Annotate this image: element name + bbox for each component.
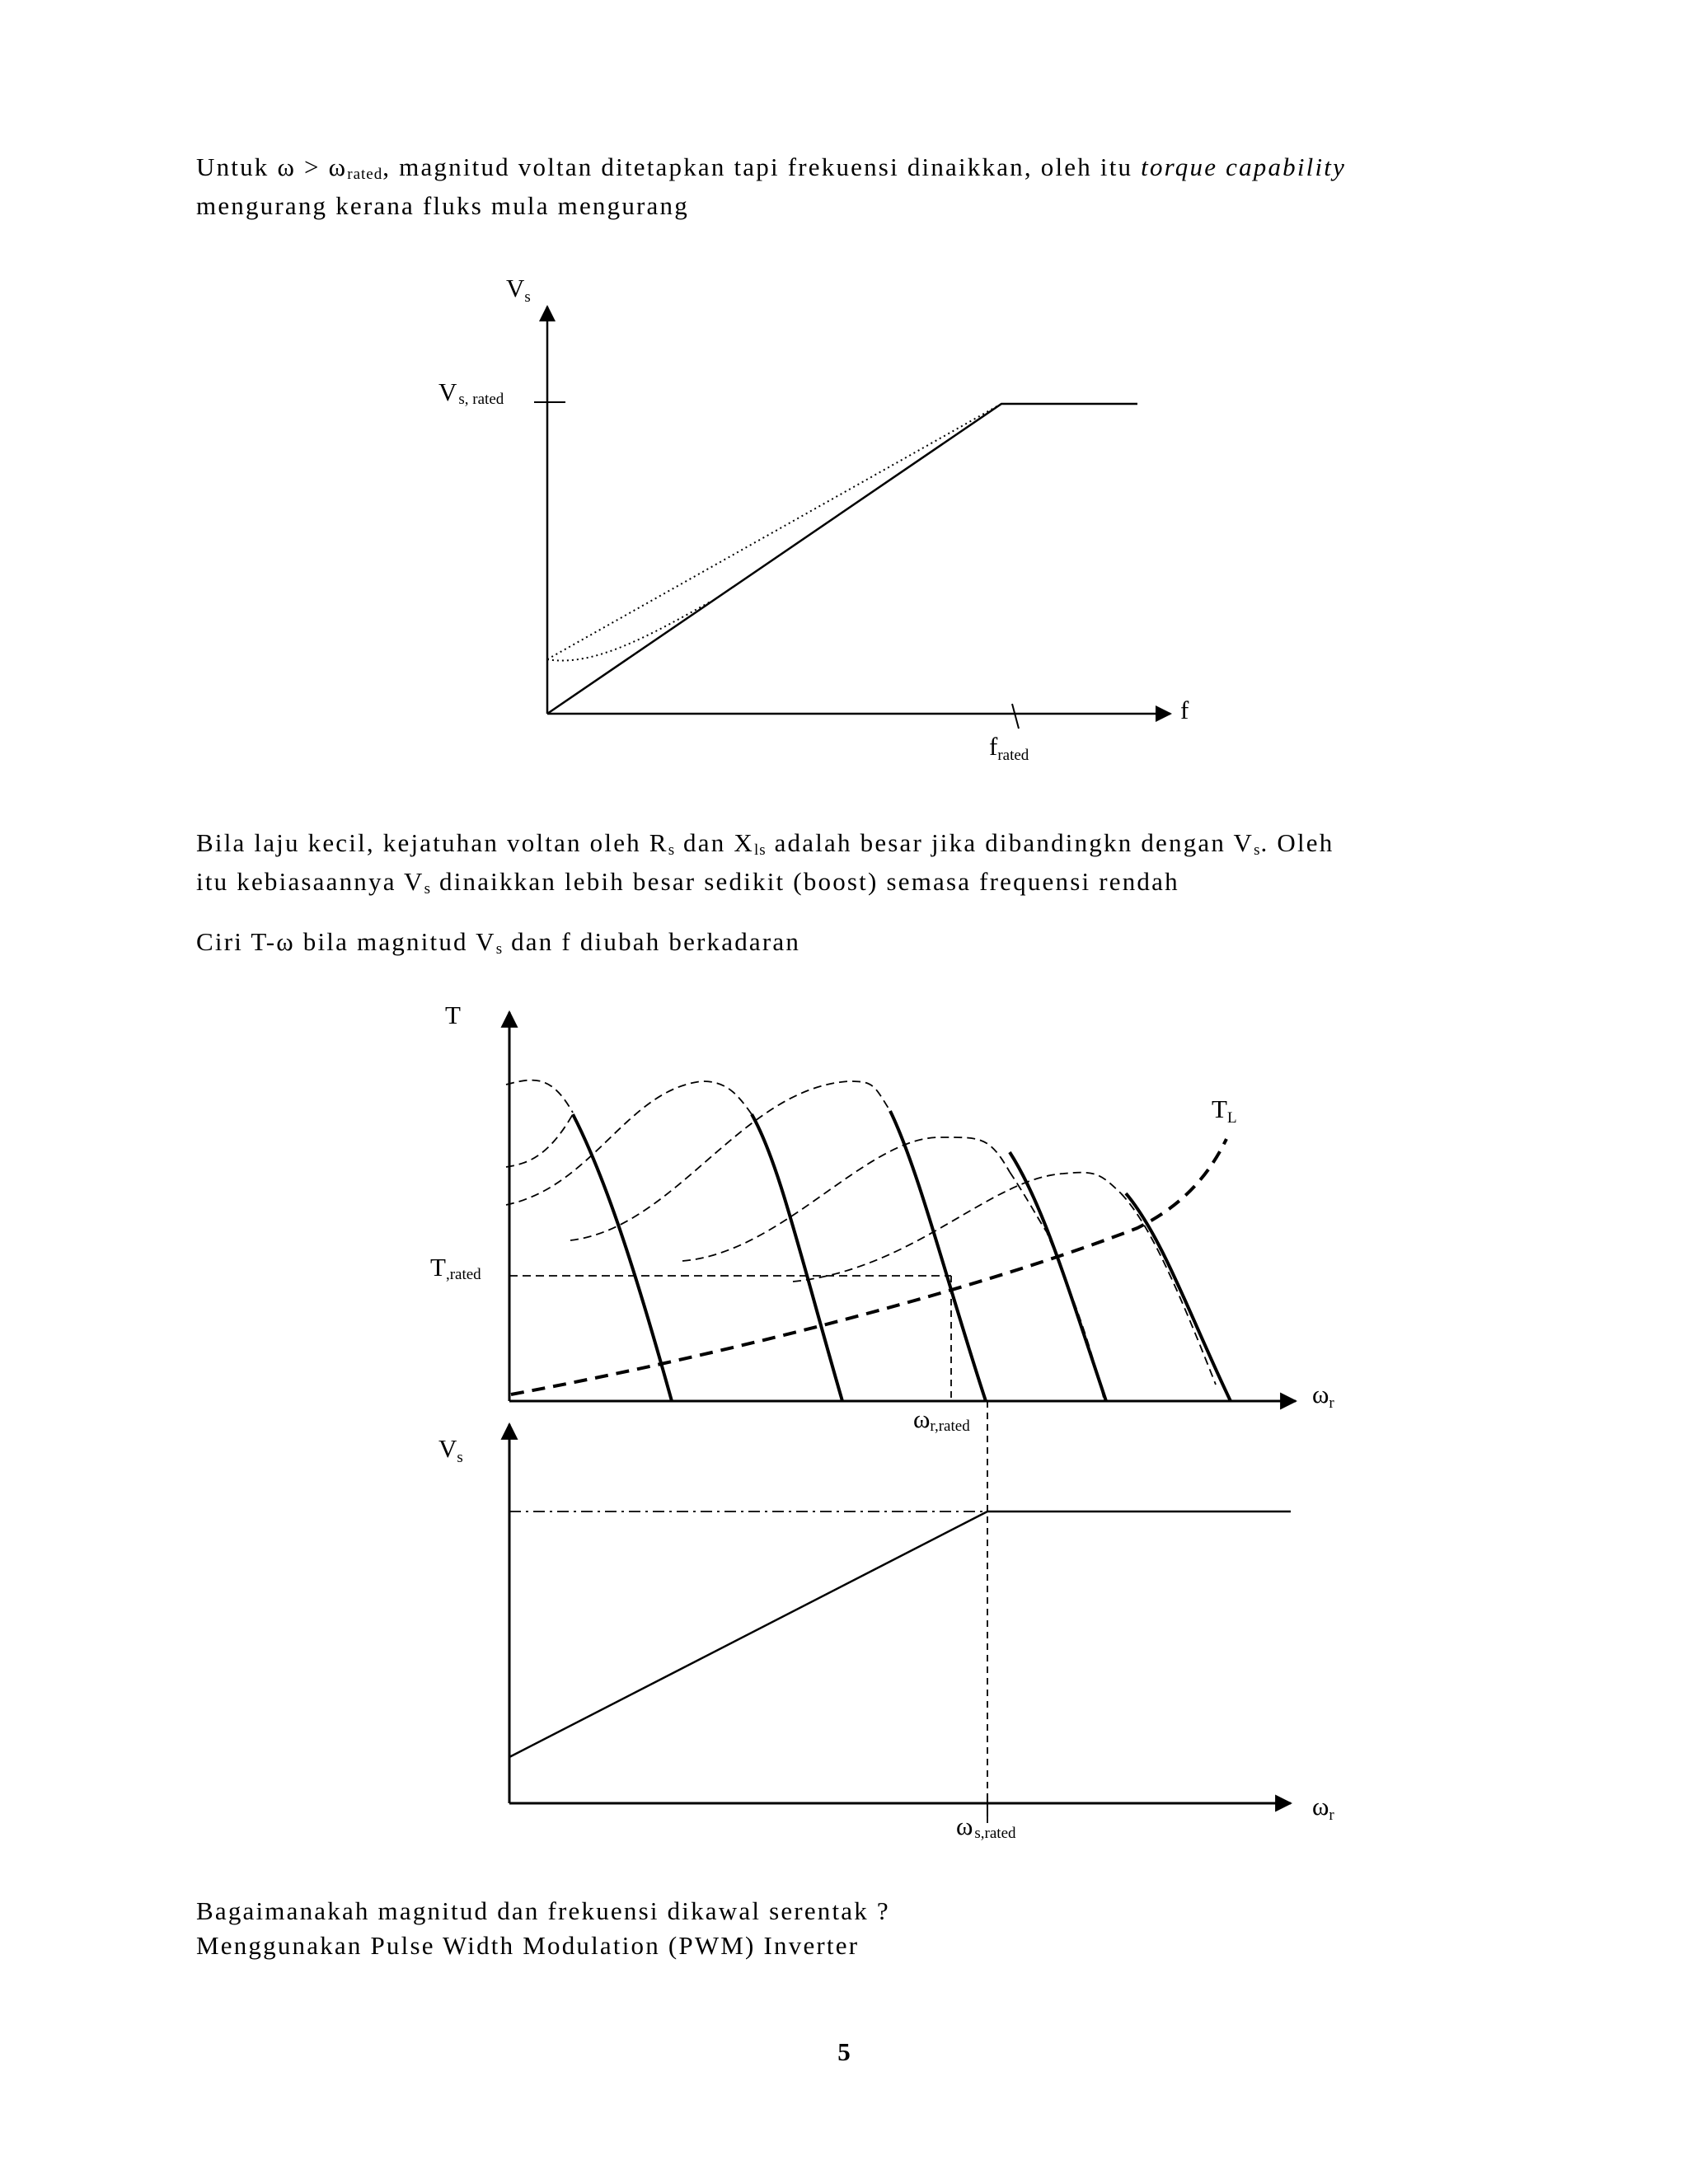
- torque-curve-2: [506, 1081, 752, 1205]
- torque-curve-5: [1010, 1172, 1104, 1401]
- text: >: [296, 152, 329, 181]
- text: Untuk: [196, 152, 278, 181]
- text: mengurang kerana fluks mula mengurang: [196, 191, 689, 220]
- wr-rated-label: ωr,rated: [913, 1404, 970, 1435]
- subscript: s: [424, 880, 432, 898]
- torque-curve-6: [1121, 1193, 1216, 1385]
- operating-1: [573, 1114, 672, 1401]
- text: dan X: [675, 828, 754, 857]
- t-rated-label: T,rated: [430, 1253, 481, 1283]
- operating-5: [1126, 1193, 1231, 1401]
- wr-axis-label-top: ωr: [1312, 1380, 1334, 1412]
- operating-3: [890, 1111, 986, 1401]
- text: . Oleh: [1260, 828, 1334, 857]
- operating-2: [752, 1114, 842, 1401]
- paragraph-boost: [196, 826, 1498, 903]
- load-torque-label: TL: [1212, 1094, 1237, 1127]
- paragraph-pwm: [196, 1894, 1498, 1963]
- text: Ciri T-: [196, 927, 277, 956]
- boost-line: [547, 404, 1001, 659]
- subscript: s: [495, 940, 504, 958]
- text: bila magnitud V: [294, 927, 496, 956]
- load-torque-curve: [511, 1139, 1226, 1394]
- torque-curve-1b: [506, 1080, 573, 1113]
- text: adalah besar jika dibandingkn dengan V: [766, 828, 1254, 857]
- wr-axis-label-bottom: ωr: [1312, 1792, 1334, 1824]
- text: , magnitud voltan ditetapkan tapi frekuensi dinaikkan, oleh itu: [382, 152, 1142, 181]
- x-axis-label: f: [1180, 696, 1189, 724]
- x-tick-f-rated: [1012, 704, 1019, 729]
- italic-text: torque capability: [1141, 152, 1347, 181]
- x-tick-label: frated: [989, 732, 1029, 764]
- omega-symbol: ω: [328, 152, 348, 181]
- subscript: ls: [753, 841, 767, 859]
- ws-rated-label: ωs,rated: [956, 1811, 1016, 1842]
- paragraph-t-omega: [196, 925, 1498, 963]
- torque-curve-4: [682, 1137, 1010, 1261]
- y-tick-label: Vs, rated: [438, 377, 504, 408]
- subscript: s: [1254, 841, 1261, 859]
- paragraph-constant-voltage: [196, 150, 1498, 223]
- vs-f-line: [547, 404, 1137, 714]
- boost-curve: [547, 602, 710, 661]
- t-axis-label: T: [445, 1001, 461, 1029]
- text: Bila laju kecil, kejatuhan voltan oleh R: [196, 828, 668, 857]
- omega-symbol: ω: [277, 152, 297, 181]
- operating-4: [1010, 1152, 1106, 1401]
- omega-symbol: ω: [276, 927, 295, 956]
- vs-wr-line: [509, 1511, 1291, 1757]
- text: dinaikkan lebih besar sedikit (boost) semasa frequensi rendah: [431, 867, 1179, 896]
- y-axis-label: Vs: [506, 274, 531, 306]
- vs-axis-label: Vs: [438, 1434, 463, 1466]
- subscript: rated: [347, 166, 383, 183]
- text: Bagaimanakah magnitud dan frekuensi dikawal serentak ?: [196, 1896, 890, 1925]
- page-number: 5: [837, 2037, 851, 2066]
- torque-curve-1: [506, 1114, 573, 1167]
- torque-curve-3: [570, 1081, 890, 1240]
- subscript: s: [668, 841, 676, 859]
- text: itu kebiasaannya V: [196, 867, 424, 896]
- text: Menggunakan Pulse Width Modulation (PWM) Inverter: [196, 1931, 860, 1960]
- torque-curves-operating: [573, 1111, 1231, 1401]
- torque-curve-5b: [793, 1173, 1121, 1282]
- torque-curves-dashed: [506, 1080, 1216, 1401]
- text: dan f diubah berkadaran: [503, 927, 801, 956]
